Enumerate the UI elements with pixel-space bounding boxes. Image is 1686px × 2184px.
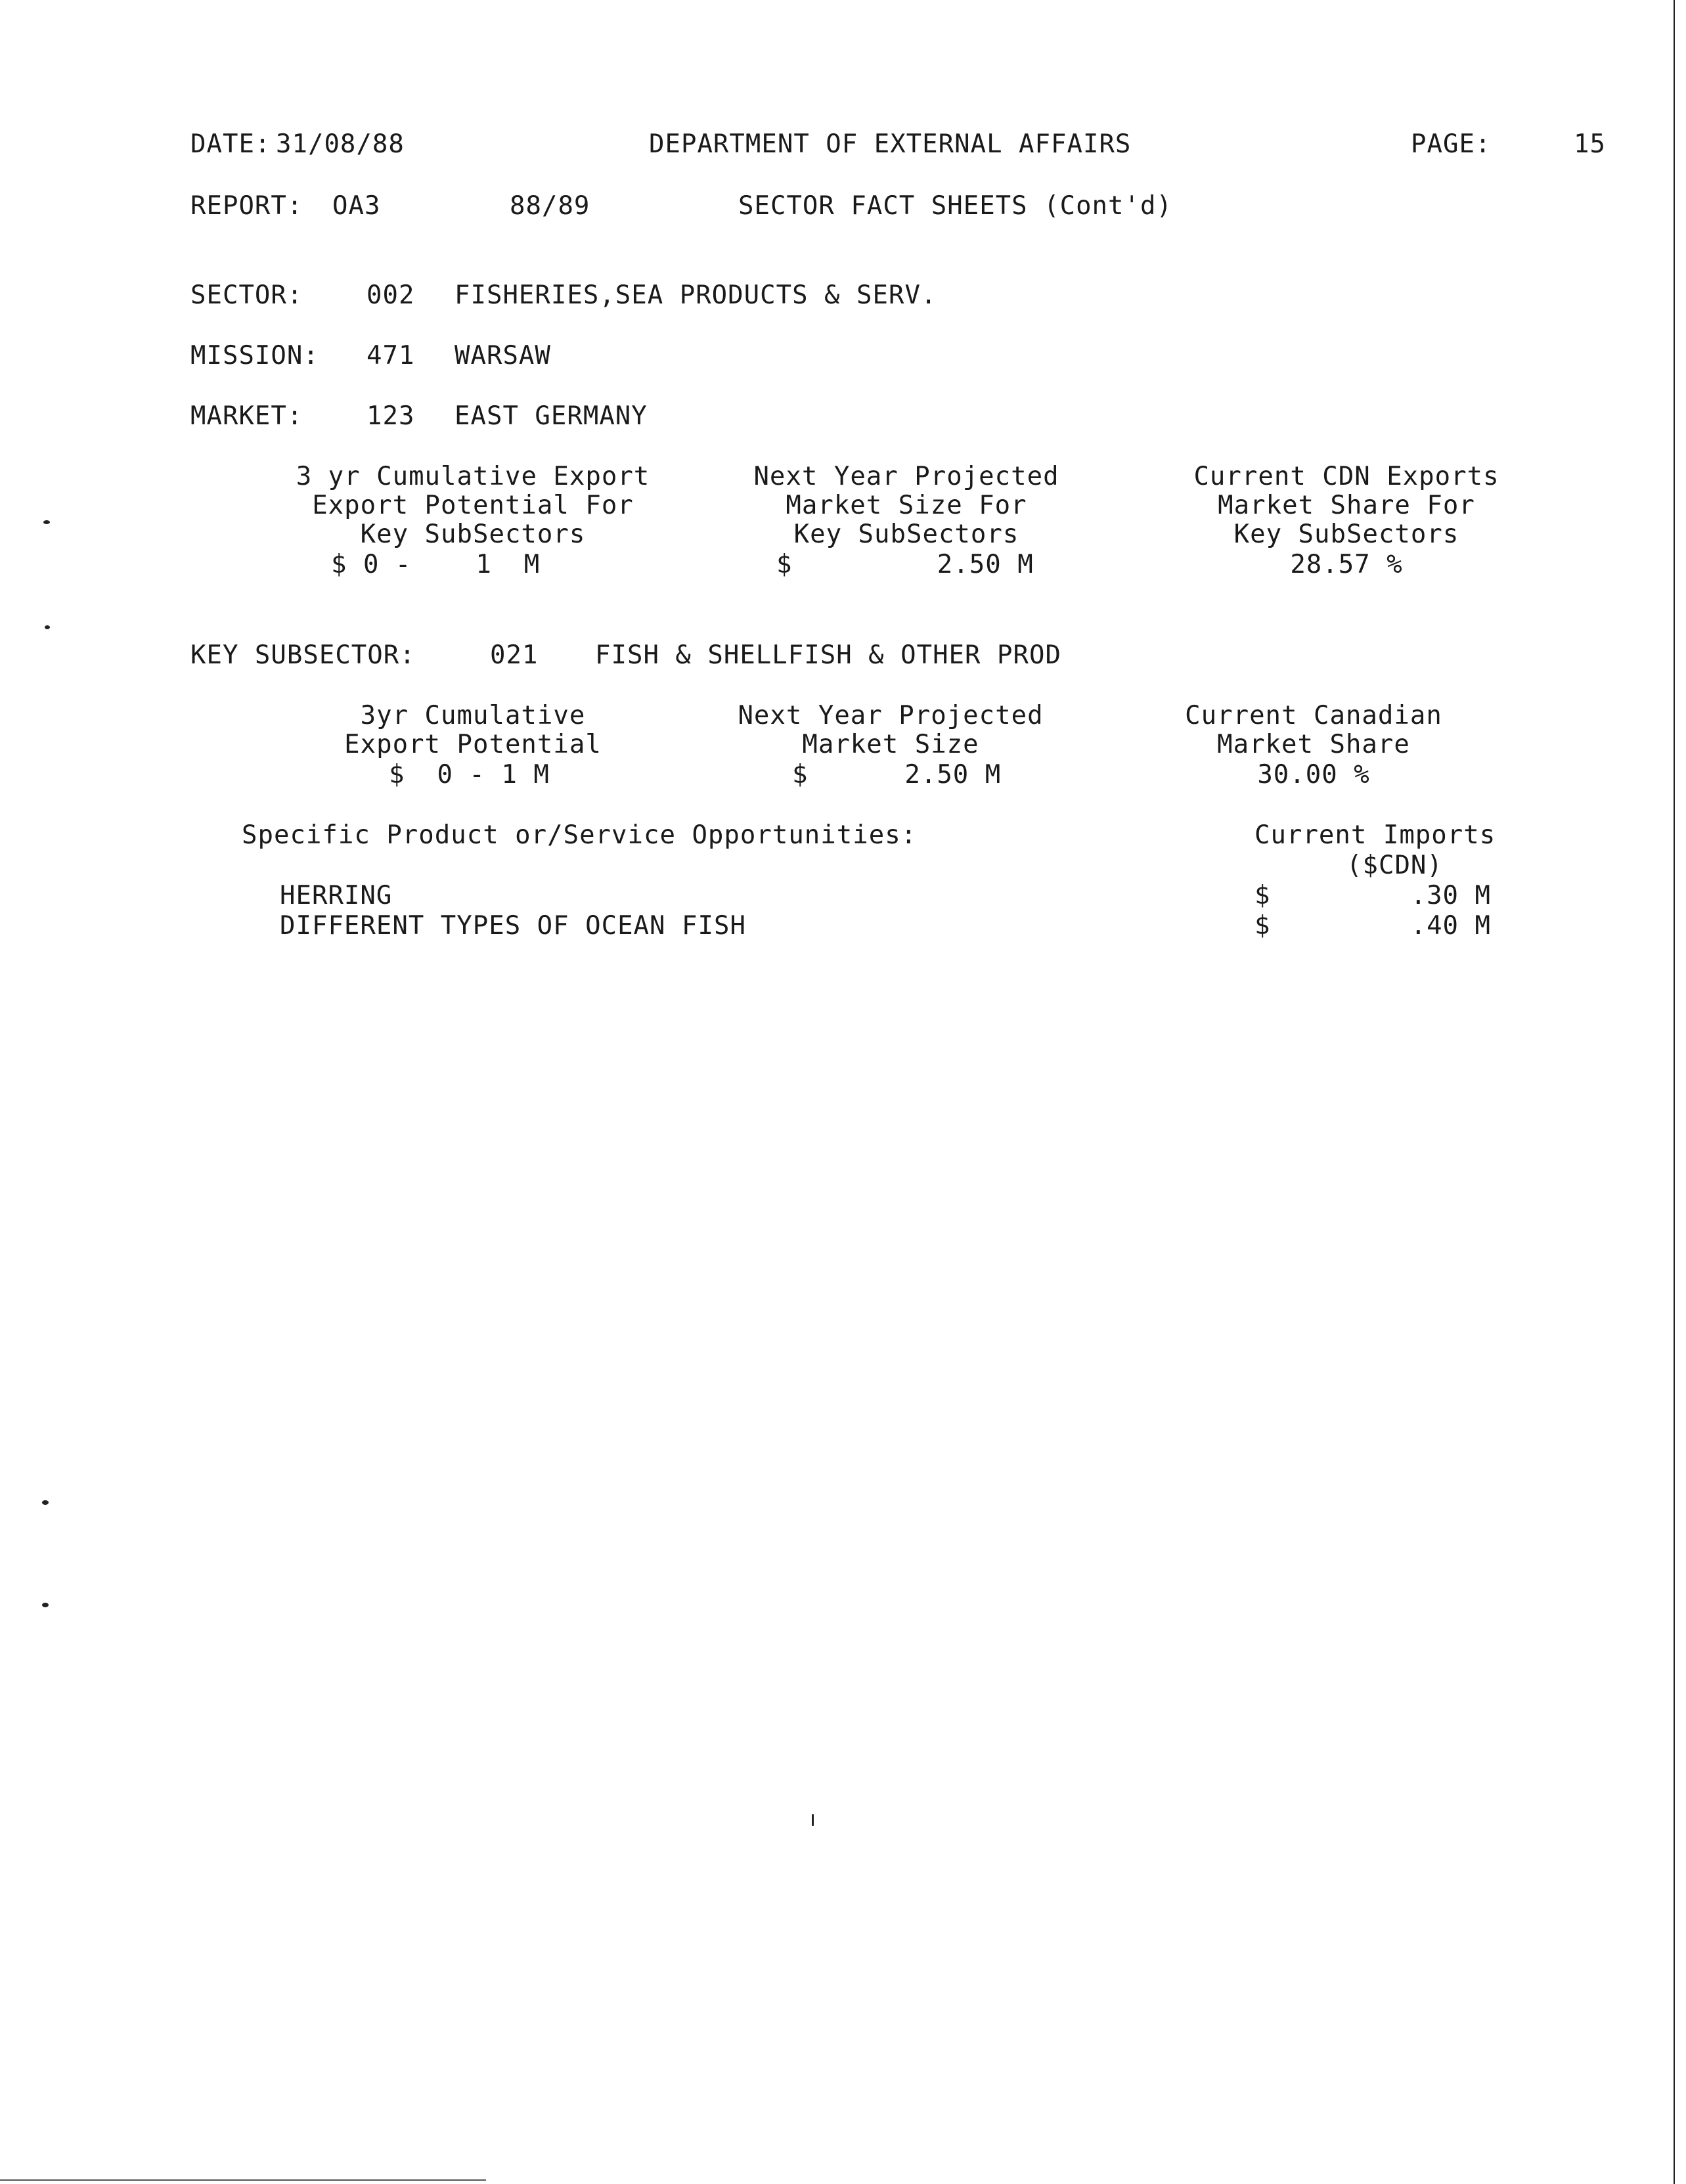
- market-name: EAST GERMANY: [455, 401, 648, 431]
- imports-heading: Current Imports: [1254, 820, 1496, 850]
- page-label: PAGE:: [1411, 129, 1492, 159]
- page-number: 15: [1574, 129, 1606, 159]
- date-value: 31/08/88: [276, 129, 405, 159]
- sector-label: SECTOR:: [190, 280, 303, 310]
- scan-speck: [812, 1814, 814, 1826]
- market-label: MARKET:: [190, 401, 303, 431]
- summary-col1-line1: 3 yr Cumulative Export: [296, 462, 650, 491]
- opportunity-name: DIFFERENT TYPES OF OCEAN FISH: [280, 911, 746, 941]
- subsector-col3-line1: Current Canadian: [1185, 701, 1442, 730]
- subsector-col3-line2: Market Share: [1217, 730, 1410, 759]
- summary-col1-line2: Export Potential For: [312, 491, 634, 520]
- scan-speck: [43, 520, 50, 524]
- summary-col1-line3: Key SubSectors: [360, 520, 586, 549]
- report-code: OA3: [332, 191, 381, 221]
- mission-name: WARSAW: [455, 341, 551, 370]
- subsector-col2-line1: Next Year Projected: [738, 701, 1044, 730]
- subsector-col3-value: 30.00 %: [1257, 760, 1370, 790]
- summary-col2-value: $ 2.50 M: [776, 550, 1034, 579]
- opportunity-name: HERRING: [280, 881, 393, 910]
- summary-col3-line1: Current CDN Exports: [1193, 462, 1499, 491]
- opportunity-currency: $: [1254, 881, 1271, 910]
- summary-col3-line3: Key SubSectors: [1233, 520, 1459, 549]
- subsector-col1-value: $ 0 - 1 M: [389, 760, 550, 790]
- report-title: SECTOR FACT SHEETS (Cont'd): [738, 191, 1172, 221]
- scan-edge-right: [1674, 0, 1675, 2184]
- fiscal-year: 88/89: [510, 191, 590, 221]
- subsector-name: FISH & SHELLFISH & OTHER PROD: [595, 640, 1061, 670]
- opportunities-heading: Specific Product or/Service Opportunities:: [242, 820, 918, 850]
- mission-code: 471: [366, 341, 415, 370]
- scan-speck: [42, 1603, 49, 1607]
- subsector-label: KEY SUBSECTOR:: [190, 640, 416, 670]
- market-code: 123: [366, 401, 415, 431]
- subsector-col1-line1: 3yr Cumulative: [360, 701, 586, 730]
- summary-col3-line2: Market Share For: [1218, 491, 1475, 520]
- department-title: DEPARTMENT OF EXTERNAL AFFAIRS: [649, 129, 1132, 159]
- date-label: DATE:: [190, 129, 271, 159]
- report-label: REPORT:: [190, 191, 303, 221]
- opportunity-amount: .40 M: [1410, 911, 1491, 941]
- summary-col3-value: 28.57 %: [1290, 550, 1403, 579]
- scan-speck: [42, 1500, 49, 1505]
- sector-name: FISHERIES,SEA PRODUCTS & SERV.: [455, 280, 937, 310]
- scan-edge-bottom: [0, 2179, 486, 2181]
- subsector-col2-line2: Market Size: [802, 730, 979, 759]
- mission-label: MISSION:: [190, 341, 319, 370]
- imports-unit: ($CDN): [1346, 851, 1443, 880]
- sector-code: 002: [366, 280, 415, 310]
- subsector-col2-value: $ 2.50 M: [792, 760, 1002, 790]
- opportunity-amount: .30 M: [1410, 881, 1491, 910]
- subsector-code: 021: [490, 640, 539, 670]
- subsector-col1-line2: Export Potential: [344, 730, 602, 759]
- summary-col2-line1: Next Year Projected: [753, 462, 1059, 491]
- summary-col1-value: $ 0 - 1 M: [331, 550, 541, 579]
- scan-speck: [45, 625, 50, 629]
- opportunity-currency: $: [1254, 911, 1271, 941]
- summary-col2-line2: Market Size For: [786, 491, 1027, 520]
- summary-col2-line3: Key SubSectors: [793, 520, 1019, 549]
